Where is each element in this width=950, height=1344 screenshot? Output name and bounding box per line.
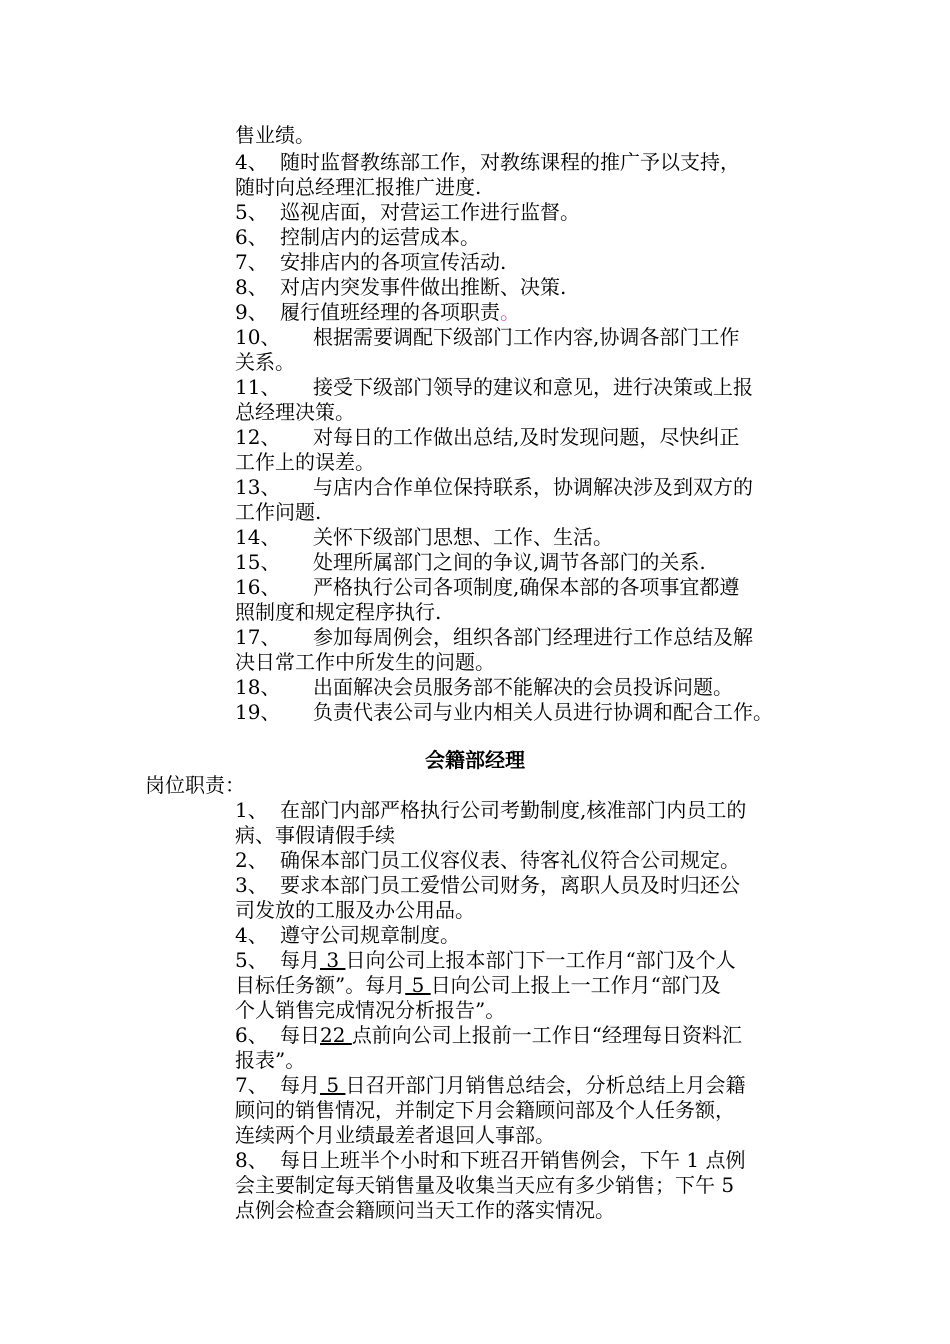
item-text: 随时监督教练部工作，对教练课程的推广予以支持， <box>280 150 740 174</box>
item-text: 确保本部门员工仪容仪表、待客礼仪符合公司规定。 <box>280 848 740 872</box>
item-number: 19、 <box>235 700 281 724</box>
item-number: 9、 <box>235 300 268 324</box>
item-number: 1、 <box>235 798 268 822</box>
item-text: 要求本部门员工爱惜公司财务，离职人员及时归还公 <box>280 873 740 897</box>
item-text: 根据需要调配下级部门工作内容,协调各部门工作 <box>313 325 740 349</box>
list-item <box>235 798 825 823</box>
item-text: 日向公司上报本部门下一工作月“部门及个人 <box>345 948 736 972</box>
list-item-continued: 工作问题. <box>235 500 322 524</box>
item-text: 处理所属部门之间的争议,调节各部门的关系. <box>313 550 706 574</box>
text-line: 售业绩。 <box>235 123 315 147</box>
list-item-continued: 司发放的工服及办公用品。 <box>235 898 475 922</box>
item-text: 对店内突发事件做出推断、决策. <box>280 275 567 299</box>
list-item-continued: 报表”。 <box>235 1048 306 1072</box>
list-item <box>235 375 825 400</box>
item-number: 6、 <box>235 225 268 249</box>
list-item-continued: 总经理决策。 <box>235 400 355 424</box>
item-number: 15、 <box>235 550 281 574</box>
item-number: 3、 <box>235 873 268 897</box>
list-item <box>235 1073 825 1098</box>
list-item <box>235 250 825 275</box>
list-item-continued: 决日常工作中所发生的问题。 <box>235 650 495 674</box>
list-item <box>235 700 825 725</box>
list-item <box>235 873 825 898</box>
section-title: 会籍部经理 <box>425 748 525 772</box>
item-text: 目标任务额”。每月 <box>235 973 406 997</box>
item-text: 遵守公司规章制度。 <box>280 923 460 947</box>
item-text: 巡视店面，对营运工作进行监督。 <box>280 200 580 224</box>
list-item-continued: 会主要制定每天销售量及收集当天应有多少销售；下午 5 <box>235 1173 735 1197</box>
list-item-continued: 关系。 <box>235 350 295 374</box>
list-item <box>235 425 825 450</box>
item-punctuation: 。 <box>500 300 520 324</box>
item-text: 参加每周例会，组织各部门经理进行工作总结及解 <box>313 625 753 649</box>
item-text: 在部门内部严格执行公司考勤制度,核准部门内员工的 <box>280 798 747 822</box>
list-item <box>235 1023 825 1048</box>
underlined-value: 5 <box>405 973 431 997</box>
list-item-continued: 随时向总经理汇报推广进度. <box>235 175 482 199</box>
item-text: 日召开部门月销售总结会，分析总结上月会籍 <box>345 1073 746 1097</box>
item-text: 严格执行公司各项制度,确保本部的各项事宜都遵 <box>313 575 740 599</box>
list-item-continued: 工作上的误差。 <box>235 450 375 474</box>
list-item <box>235 923 825 948</box>
item-number: 14、 <box>235 525 281 549</box>
item-text: 关怀下级部门思想、工作、生活。 <box>313 525 613 549</box>
item-number: 7、 <box>235 1073 268 1097</box>
list-item-continued: 点例会检查会籍顾问当天工作的落实情况。 <box>235 1198 615 1222</box>
item-number: 5、 <box>235 200 268 224</box>
item-text: 负责代表公司与业内相关人员进行协调和配合工作。 <box>313 700 773 724</box>
list-item <box>235 848 825 873</box>
list-item <box>235 200 825 225</box>
item-text: 履行值班经理的各项职责 <box>280 300 500 324</box>
item-text: 每月 <box>280 948 320 972</box>
list-item <box>235 575 825 600</box>
list-item <box>235 275 825 300</box>
duties-label: 岗位职责： <box>145 773 245 797</box>
item-text: 每日 <box>280 1023 320 1047</box>
list-item-continued: 病、事假请假手续 <box>235 823 395 847</box>
item-number: 4、 <box>235 923 268 947</box>
list-item <box>235 525 825 550</box>
underlined-value: 3 <box>320 948 346 972</box>
item-number: 11、 <box>235 375 281 399</box>
item-text: 控制店内的运营成本。 <box>280 225 480 249</box>
item-number: 12、 <box>235 425 281 449</box>
list-item-continued: 连续两个月业绩最差者退回人事部。 <box>235 1123 555 1147</box>
list-item <box>235 475 825 500</box>
list-item <box>235 948 825 973</box>
list-item <box>235 550 825 575</box>
list-item <box>235 675 825 700</box>
list-item-continued: 顾问的销售情况，并制定下月会籍顾问部及个人任务额， <box>235 1098 735 1122</box>
list-item-continued <box>235 973 825 998</box>
item-number: 8、 <box>235 275 268 299</box>
item-number: 13、 <box>235 475 281 499</box>
item-text: 出面解决会员服务部不能解决的会员投诉问题。 <box>313 675 733 699</box>
list-item-continued: 照制度和规定程序执行. <box>235 600 442 624</box>
item-number: 16、 <box>235 575 281 599</box>
item-number: 8、 <box>235 1148 268 1172</box>
item-number: 4、 <box>235 150 268 174</box>
list-item <box>235 625 825 650</box>
underlined-value: 22 <box>320 1023 352 1047</box>
item-text: 每月 <box>280 1073 320 1097</box>
item-number: 10、 <box>235 325 281 349</box>
list-item-continued: 个人销售完成情况分析报告”。 <box>235 998 506 1022</box>
item-number: 17、 <box>235 625 281 649</box>
item-text: 每日上班半个小时和下班召开销售例会，下午 1 点例 <box>280 1148 746 1172</box>
item-text: 点前向公司上报前一工作日“经理每日资料汇 <box>351 1023 743 1047</box>
underlined-value: 5 <box>320 1073 346 1097</box>
item-number: 18、 <box>235 675 281 699</box>
list-item <box>235 300 825 325</box>
list-item <box>235 325 825 350</box>
item-text: 与店内合作单位保持联系，协调解决涉及到双方的 <box>313 475 753 499</box>
item-number: 5、 <box>235 948 268 972</box>
list-item <box>235 1148 825 1173</box>
item-number: 6、 <box>235 1023 268 1047</box>
item-number: 2、 <box>235 848 268 872</box>
item-text: 日向公司上报上一工作月“部门及 <box>430 973 721 997</box>
item-number: 7、 <box>235 250 268 274</box>
list-item <box>235 150 825 175</box>
list-item <box>235 225 825 250</box>
item-text: 对每日的工作做出总结,及时发现问题，尽快纠正 <box>313 425 740 449</box>
item-text: 安排店内的各项宣传活动. <box>280 250 507 274</box>
item-text: 接受下级部门领导的建议和意见，进行决策或上报 <box>313 375 753 399</box>
